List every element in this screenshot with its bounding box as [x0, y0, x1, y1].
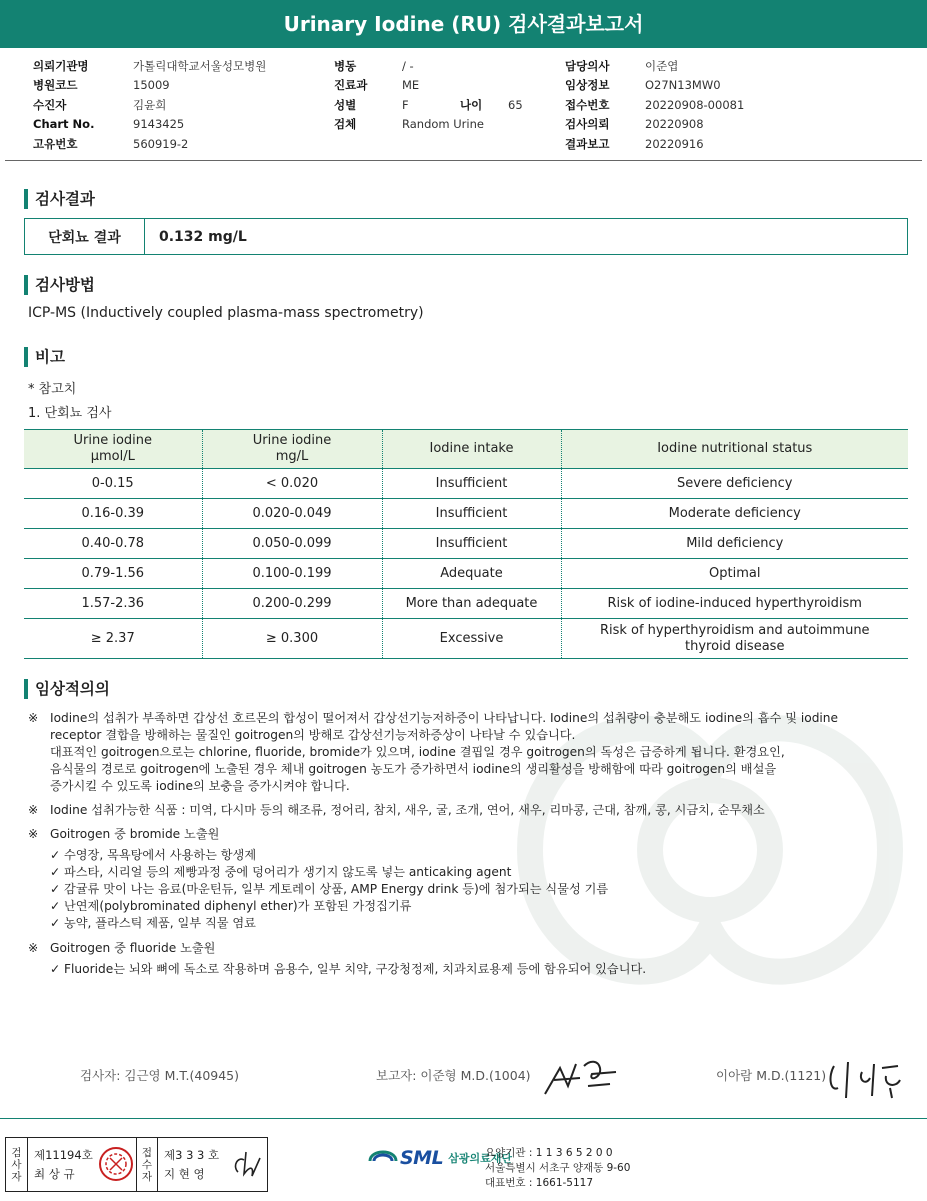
column-header [382, 430, 561, 469]
label: 나이 [460, 97, 483, 112]
note-line: Goitrogen 중 bromide 노출원 [50, 827, 220, 841]
license-number: 제3 3 3 호 [164, 1147, 220, 1162]
reporter-signature [540, 1056, 620, 1102]
info-line: 서울특별시 서초구 양재동 9-60 [485, 1162, 631, 1174]
reporter-signature-line: 보고자: 이준형 M.D.(1004) [376, 1068, 531, 1083]
table-cell [561, 619, 908, 659]
receiver-label [136, 1138, 158, 1191]
license-number: 제11194호 [34, 1147, 93, 1162]
label: 접수번호 [565, 97, 610, 112]
note-line: Iodine의 섭취가 부족하면 갑상선 호르몬의 합성이 떨어져서 갑상선기능저하증이 나타납니다. Iodine의 섭취량이 충분해도 iodine의 흡수 및 iodine [50, 711, 839, 725]
section-title-clinical: 임상적의의 [24, 679, 110, 699]
third-signature [826, 1058, 906, 1100]
label-char: 자 [11, 1170, 22, 1183]
table-cell: Optimal [561, 559, 908, 589]
reference-mark: ※ [28, 941, 39, 955]
result-value: 0.132 mg/L [159, 228, 247, 245]
label: 수진자 [33, 97, 67, 112]
clinical-note [28, 710, 908, 795]
table-cell: Excessive [382, 619, 561, 659]
note-line: Goitrogen 중 fluoride 노출원 [50, 941, 216, 955]
label-char: 접 [141, 1146, 153, 1159]
organization-info [485, 1146, 630, 1191]
table-cell: < 0.020 [202, 469, 382, 499]
label-char: 자 [141, 1170, 153, 1183]
check-item [28, 864, 908, 881]
tester-label [6, 1138, 28, 1191]
staff-stamp-box [5, 1137, 268, 1192]
patient-name: 김윤희 [133, 97, 167, 112]
logo-text: SML [400, 1147, 444, 1169]
note-line: 대표적인 goitrogen으로는 chlorine, fluoride, bromide가 있으며, iodine 결핍일 경우 goitrogen의 독성은 급증하게 됩니다. 환경요인, [50, 745, 785, 759]
report-title: Urinary Iodine (RU) 검사결과보고서 [0, 0, 927, 48]
check-text: 난연제(polybrominated diphenyl ether)가 포함된 가정집기류 [64, 899, 412, 913]
check-icon: ✓ [50, 962, 61, 976]
table-row [24, 559, 908, 589]
cell-line: Risk of hyperthyroidism and autoimmune [599, 622, 870, 638]
table-cell: Adequate [382, 559, 561, 589]
label-char: 사 [11, 1158, 22, 1171]
receiver-cell [158, 1138, 228, 1191]
label: 검체 [334, 117, 357, 132]
clinical-note [28, 940, 908, 957]
table-cell: ≥ 0.300 [202, 619, 382, 659]
result-box [24, 218, 908, 255]
table-cell: 0-0.15 [24, 469, 202, 499]
table-cell: ≥ 2.37 [24, 619, 202, 659]
hospital-code: 15009 [133, 78, 170, 93]
header-unit: μmol/L [90, 449, 135, 464]
table-row [24, 469, 908, 499]
clinical-note [28, 802, 908, 819]
label: 의뢰기관명 [33, 58, 89, 73]
table-cell: Insufficient [382, 499, 561, 529]
table-row [24, 529, 908, 559]
table-cell: Insufficient [382, 469, 561, 499]
unique-number: 560919-2 [133, 136, 189, 151]
label: 성별 [334, 97, 357, 112]
table-row [24, 589, 908, 619]
method-text: ICP-MS (Inductively coupled plasma-mass spectrometry) [28, 305, 424, 321]
staff-name: 지 현 영 [164, 1166, 205, 1181]
note-line: Iodine 섭취가능한 식품 : 미역, 다시마 등의 해조류, 정어리, 참치, 새우, 굴, 조개, 연어, 새우, 리마콩, 근대, 참깨, 콩, 시금치, 순무채소 [50, 803, 765, 817]
header-unit: mg/L [275, 449, 309, 464]
section-title-result: 검사결과 [24, 189, 95, 209]
section-title-method: 검사방법 [24, 275, 95, 295]
table-cell: 0.16-0.39 [24, 499, 202, 529]
label: 고유번호 [33, 136, 78, 151]
table-cell: 0.100-0.199 [202, 559, 382, 589]
header-line: Urine iodine [252, 433, 332, 448]
staff-name: 최 상 규 [34, 1166, 75, 1181]
label: 병동 [334, 58, 357, 73]
clinical-info: O27N13MW0 [645, 78, 721, 93]
specimen: Random Urine [402, 117, 484, 132]
column-header [202, 430, 382, 469]
header-col-1 [33, 56, 266, 154]
check-text: 파스타, 시리얼 등의 제빵과정 중에 덩어리가 생기지 않도록 넣는 anticaking agent [64, 865, 512, 879]
seal-stamp-icon [96, 1138, 136, 1191]
table-cell: 1.57-2.36 [24, 589, 202, 619]
reference-note: * 참고치 [28, 382, 77, 397]
check-icon: ✓ [50, 865, 61, 879]
organization-name: 삼광의료재단 [448, 1152, 512, 1165]
column-header [561, 430, 908, 469]
receipt-number: 20220908-00081 [645, 97, 745, 112]
table-cell: 0.79-1.56 [24, 559, 202, 589]
table-cell: Severe deficiency [561, 469, 908, 499]
check-text: 수영장, 목욕탕에서 사용하는 항생제 [64, 848, 257, 862]
check-icon: ✓ [50, 882, 61, 896]
table-cell: Moderate deficiency [561, 499, 908, 529]
table-cell: 0.40-0.78 [24, 529, 202, 559]
reference-mark: ※ [28, 827, 39, 841]
check-item [28, 881, 908, 898]
chart-number: 9143425 [133, 117, 185, 132]
check-icon: ✓ [50, 848, 61, 862]
cell-line: thyroid disease [685, 638, 785, 654]
sml-logo-icon [366, 1143, 400, 1173]
label: 임상정보 [565, 78, 610, 93]
table-header-row [24, 430, 908, 469]
check-item [28, 898, 908, 915]
check-item [28, 961, 908, 978]
check-text: Fluoride는 뇌와 뼈에 독소로 작용하며 음용수, 일부 치약, 구강청정제, 치과치료용제 등에 함유되어 있습니다. [64, 962, 647, 976]
label: 검사의뢰 [565, 117, 610, 132]
age: 65 [508, 97, 523, 112]
reference-mark: ※ [28, 803, 39, 817]
receiver-signature [228, 1138, 266, 1191]
clinical-note [28, 826, 908, 843]
note-line: 음식물의 경로로 goitrogen에 노출된 경우 체내 goitrogen 농도가 증가하면서 iodine의 생리활성을 방해함에 따라 goitrogen의 배설을 [50, 762, 777, 776]
header-col-3 [565, 56, 744, 154]
table-cell: 0.200-0.299 [202, 589, 382, 619]
header-line: Iodine intake [429, 441, 514, 456]
department: ME [402, 78, 420, 93]
table-row [24, 499, 908, 529]
clinical-notes [28, 710, 908, 978]
check-item [28, 915, 908, 932]
report-date: 20220916 [645, 136, 704, 151]
label: Chart No. [33, 117, 95, 132]
info-line: 요양기관 : 1 1 3 6 5 2 0 0 [485, 1147, 613, 1159]
footer-divider [0, 1118, 927, 1119]
result-label: 단회뇨 결과 [25, 219, 145, 254]
table-cell: Mild deficiency [561, 529, 908, 559]
info-line: 대표번호 : 1661-5117 [485, 1177, 594, 1189]
column-header [24, 430, 202, 469]
institution-name: 가톨릭대학교서울성모병원 [133, 58, 267, 73]
reference-subtitle: 1. 단회뇨 검사 [28, 406, 112, 421]
table-cell: More than adequate [382, 589, 561, 619]
table-cell: 0.050-0.099 [202, 529, 382, 559]
header-col-2 [334, 56, 523, 134]
label: 병원코드 [33, 78, 78, 93]
sex: F [402, 97, 409, 112]
reference-table [24, 429, 908, 659]
note-line: 증가시킬 수 있도록 iodine의 보충을 증가시켜야 합니다. [50, 779, 350, 793]
label: 진료과 [334, 78, 368, 93]
table-cell: Insufficient [382, 529, 561, 559]
third-signature-line: 이아람 M.D.(1121) [716, 1068, 827, 1083]
label: 담당의사 [565, 58, 610, 73]
tester-signature-line: 검사자: 김근영 M.T.(40945) [80, 1068, 240, 1083]
table-row [24, 619, 908, 659]
section-title-remarks: 비고 [24, 347, 65, 367]
label-char: 수 [141, 1158, 153, 1171]
table-cell: 0.020-0.049 [202, 499, 382, 529]
note-line: receptor 결합을 방해하는 물질인 goitrogen의 방해로 갑상선기능저하증상이 나타날 수 있습니다. [50, 728, 576, 742]
reference-mark: ※ [28, 711, 39, 725]
label-char: 검 [11, 1146, 22, 1159]
doctor: 이준엽 [645, 58, 679, 73]
tester-cell [28, 1138, 96, 1191]
label: 결과보고 [565, 136, 610, 151]
check-text: 농약, 플라스틱 제품, 일부 직물 염료 [64, 916, 256, 930]
header-divider [5, 160, 922, 161]
header-line: Iodine nutritional status [657, 441, 813, 456]
check-item [28, 847, 908, 864]
header-line: Urine iodine [73, 433, 152, 448]
check-icon: ✓ [50, 916, 61, 930]
table-cell: Risk of iodine-induced hyperthyroidism [561, 589, 908, 619]
request-date: 20220908 [645, 117, 704, 132]
check-icon: ✓ [50, 899, 61, 913]
check-text: 감귤류 맛이 나는 음료(마운틴듀, 일부 게토레이 상품, AMP Energy drink 등)에 첨가되는 식물성 기름 [64, 882, 609, 896]
ward: / - [402, 58, 414, 73]
